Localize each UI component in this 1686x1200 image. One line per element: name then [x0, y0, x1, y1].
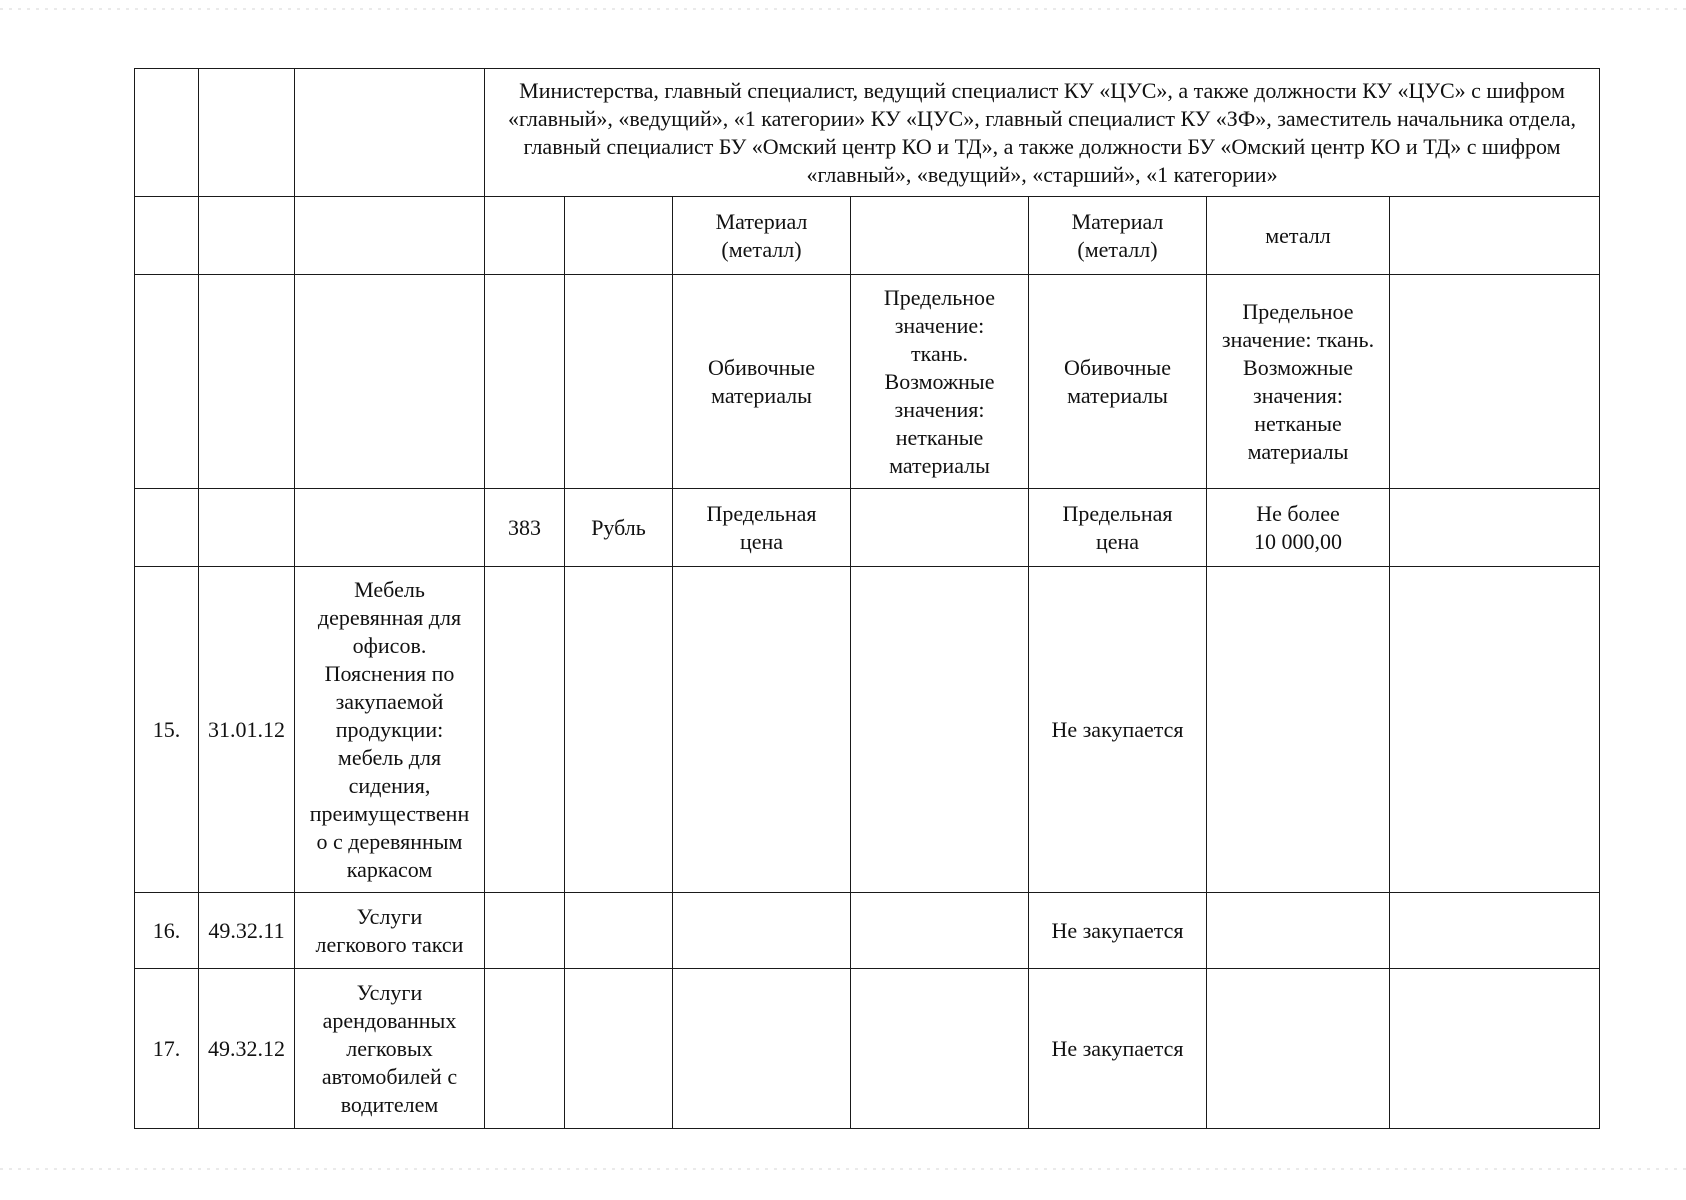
empty-cell: [485, 969, 565, 1129]
empty-cell: [565, 893, 673, 969]
empty-cell: [295, 197, 485, 275]
empty-cell: [1390, 275, 1600, 489]
empty-cell: [851, 197, 1029, 275]
characteristic-cell: Обивочные материалы: [673, 275, 851, 489]
empty-cell: [485, 567, 565, 893]
empty-cell: [851, 893, 1029, 969]
value-cell: Не более 10 000,00: [1207, 489, 1390, 567]
empty-cell: [485, 275, 565, 489]
characteristic-cell: Материал (металл): [673, 197, 851, 275]
empty-cell: [295, 489, 485, 567]
official-positions-cell: Министерства, главный специалист, ведущий специалист КУ «ЦУС», а также должности КУ «ЦУС» с шифром «главный», «ведущий», «1 категории» КУ «ЦУС», главный специалист КУ «ЗФ», заместитель начальника отдела, главный специалист БУ «Омский центр КО и ТД», а также должности БУ «Омский центр КО и ТД» с шифром «главный», «ведущий», «старший», «1 категории»: [485, 69, 1600, 197]
upholstery-row: [135, 275, 1600, 489]
characteristic-cell: Предельная цена: [1029, 489, 1207, 567]
material-row: [135, 197, 1600, 275]
group-title-row: [135, 69, 1600, 197]
empty-cell: [199, 489, 295, 567]
empty-cell: [1390, 567, 1600, 893]
table-row: [135, 567, 1600, 893]
empty-cell: [851, 489, 1029, 567]
empty-cell: [1390, 489, 1600, 567]
row-number: 15.: [135, 567, 199, 893]
empty-cell: [1207, 567, 1390, 893]
empty-cell: [565, 567, 673, 893]
characteristic-cell: Материал (металл): [1029, 197, 1207, 275]
status-cell: Не закупается: [1029, 969, 1207, 1129]
empty-cell: [673, 969, 851, 1129]
empty-cell: [135, 275, 199, 489]
okpd-code: 49.32.11: [199, 893, 295, 969]
status-cell: Не закупается: [1029, 893, 1207, 969]
empty-cell: [565, 197, 673, 275]
empty-cell: [1390, 893, 1600, 969]
limit-value-cell: Предельное значение: ткань. Возможные значения: нетканые материалы: [851, 275, 1029, 489]
empty-cell: [295, 69, 485, 197]
characteristic-cell: Обивочные материалы: [1029, 275, 1207, 489]
product-name: Услуги арендованных легковых автомобилей с водителем: [295, 969, 485, 1129]
empty-cell: [673, 893, 851, 969]
product-name: Мебель деревянная для офисов. Пояснения по закупаемой продукции: мебель для сидения, преимущественн о с деревянным каркасом: [295, 567, 485, 893]
okei-code-cell: 383: [485, 489, 565, 567]
empty-cell: [1207, 893, 1390, 969]
row-number: 17.: [135, 969, 199, 1129]
empty-cell: [1390, 197, 1600, 275]
empty-cell: [565, 275, 673, 489]
unit-cell: Рубль: [565, 489, 673, 567]
empty-cell: [199, 69, 295, 197]
empty-cell: [1207, 969, 1390, 1129]
empty-cell: [295, 275, 485, 489]
empty-cell: [1390, 969, 1600, 1129]
price-row: [135, 489, 1600, 567]
empty-cell: [565, 969, 673, 1129]
empty-cell: [485, 197, 565, 275]
okpd-code: 49.32.12: [199, 969, 295, 1129]
scan-artifact-bottom: [0, 1168, 1686, 1170]
empty-cell: [135, 197, 199, 275]
value-cell: металл: [1207, 197, 1390, 275]
status-cell: Не закупается: [1029, 567, 1207, 893]
table-row: [135, 893, 1600, 969]
row-number: 16.: [135, 893, 199, 969]
empty-cell: [199, 197, 295, 275]
characteristic-cell: Предельная цена: [673, 489, 851, 567]
empty-cell: [851, 969, 1029, 1129]
empty-cell: [851, 567, 1029, 893]
requirements-table: [134, 68, 1600, 1129]
empty-cell: [135, 489, 199, 567]
table-row: [135, 969, 1600, 1129]
empty-cell: [135, 69, 199, 197]
empty-cell: [199, 275, 295, 489]
okpd-code: 31.01.12: [199, 567, 295, 893]
product-name: Услуги легкового такси: [295, 893, 485, 969]
empty-cell: [673, 567, 851, 893]
value-cell: Предельное значение: ткань. Возможные значения: нетканые материалы: [1207, 275, 1390, 489]
scan-artifact-top: [0, 8, 1686, 10]
empty-cell: [485, 893, 565, 969]
